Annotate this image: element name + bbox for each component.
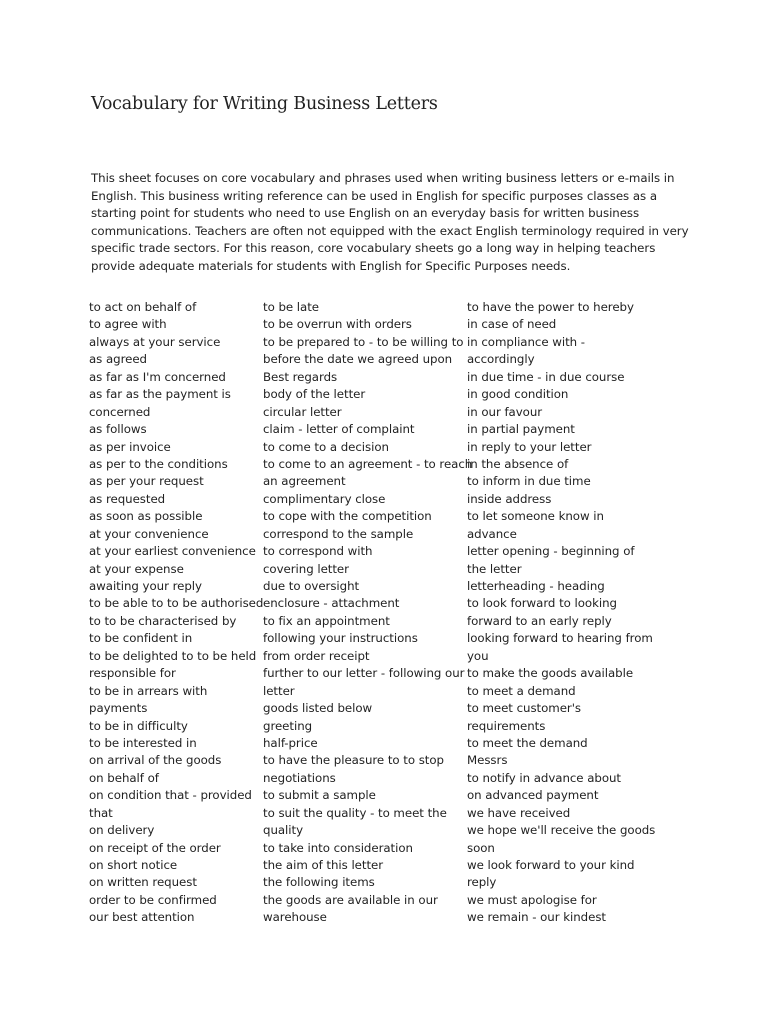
vocabulary-entry: in due time - in due course [467, 369, 625, 384]
vocabulary-entry: to meet customer's [467, 701, 582, 716]
vocabulary-entry: to cope with the competition [263, 509, 432, 524]
vocabulary-entry: in reply to your letter [467, 439, 592, 454]
vocabulary-entry: to be late [263, 300, 319, 314]
vocabulary-entry: correspond to the sample [263, 526, 414, 541]
vocabulary-column-2 [263, 299, 472, 927]
vocabulary-entry: to submit a sample [263, 788, 376, 803]
vocabulary-entry: to fix an appointment [263, 613, 390, 628]
vocabulary-entry: at your earliest convenience [89, 544, 256, 559]
vocabulary-entry: body of the letter [263, 387, 366, 402]
vocabulary-entry: from order receipt [263, 648, 370, 663]
vocabulary-entry: in the absence of [467, 456, 569, 471]
vocabulary-entry: in good condition [467, 387, 569, 402]
vocabulary-entry: to have the pleasure to to stop [263, 753, 444, 768]
intro-line: starting point for students who need to use English on an everyday basis for written business [91, 206, 640, 221]
vocabulary-entry: on arrival of the goods [89, 753, 222, 768]
vocabulary-entry: responsible for [89, 666, 176, 681]
vocabulary-entry: to inform in due time [467, 474, 591, 489]
vocabulary-entry: Best regards [263, 369, 338, 384]
vocabulary-entry: to come to an agreement - to reach [263, 456, 473, 471]
vocabulary-entry: the goods are available in our [263, 892, 438, 907]
vocabulary-entry: warehouse [263, 910, 327, 925]
vocabulary-entry: payments [89, 701, 148, 716]
vocabulary-entry: Messrs [467, 753, 508, 768]
vocabulary-entry: in partial payment [467, 422, 575, 437]
vocabulary-entry: to look forward to looking [467, 596, 617, 611]
vocabulary-entry: to correspond with [263, 544, 373, 559]
vocabulary-entry: an agreement [263, 474, 346, 489]
vocabulary-entry: on condition that - provided [89, 788, 252, 803]
vocabulary-entry: we must apologise for [467, 892, 597, 907]
vocabulary-entry: covering letter [263, 561, 349, 576]
vocabulary-entry: to be in difficulty [89, 718, 188, 733]
vocabulary-entry: to suit the quality - to meet the [263, 805, 447, 820]
vocabulary-entry: to come to a decision [263, 439, 389, 454]
vocabulary-entry: goods listed below [263, 701, 373, 716]
vocabulary-entry: to take into consideration [263, 840, 413, 855]
vocabulary-entry: that [89, 805, 113, 820]
vocabulary-entry: at your expense [89, 561, 184, 576]
vocabulary-entry: to be overrun with orders [263, 317, 412, 332]
vocabulary-entry: soon [467, 840, 495, 855]
vocabulary-entry: to notify in advance about [467, 770, 622, 785]
page-title: Vocabulary for Writing Business Letters [91, 94, 438, 114]
vocabulary-entry: quality [263, 823, 304, 838]
vocabulary-entry: accordingly [467, 352, 535, 367]
vocabulary-entry: our best attention [89, 910, 195, 925]
vocabulary-entry: to be in arrears with [89, 683, 208, 698]
vocabulary-entry: as requested [89, 491, 166, 506]
vocabulary-entry: we have received [467, 805, 571, 820]
vocabulary-entry: on advanced payment [467, 788, 599, 803]
intro-line: This sheet focuses on core vocabulary and phrases used when writing business letters or e-mails in [91, 171, 675, 185]
vocabulary-entry: to meet a demand [467, 683, 576, 698]
vocabulary-entry: at your convenience [89, 526, 209, 541]
vocabulary-entry: complimentary close [263, 491, 386, 506]
vocabulary-entry: on receipt of the order [89, 840, 221, 855]
vocabulary-entry: advance [467, 526, 517, 541]
vocabulary-entry: the letter [467, 561, 522, 576]
vocabulary-entry: forward to an early reply [467, 613, 612, 628]
vocabulary-entry: in case of need [467, 317, 557, 332]
vocabulary-entry: circular letter [263, 404, 342, 419]
vocabulary-entry: order to be confirmed [89, 892, 217, 907]
vocabulary-entry: further to our letter - following our [263, 666, 465, 681]
vocabulary-entry: requirements [467, 718, 546, 733]
vocabulary-entry: to be prepared to - to be willing to [263, 334, 464, 349]
vocabulary-entry: reply [467, 875, 497, 890]
vocabulary-entry: negotiations [263, 770, 336, 785]
vocabulary-entry: the following items [263, 875, 375, 890]
vocabulary-entry: as agreed [89, 352, 147, 367]
vocabulary-entry: to be able to to be authorised [89, 596, 264, 611]
vocabulary-entry: as soon as possible [89, 509, 203, 524]
intro-line: provide adequate materials for students with English for Specific Purposes needs. [91, 258, 571, 273]
vocabulary-entry: as far as I'm concerned [89, 369, 226, 384]
vocabulary-entry: always at your service [89, 334, 221, 349]
vocabulary-entry: letter [263, 683, 295, 698]
vocabulary-entry: to agree with [89, 317, 167, 332]
vocabulary-entry: on written request [89, 875, 197, 890]
vocabulary-entry: before the date we agreed upon [263, 352, 453, 367]
vocabulary-entry: you [467, 648, 489, 663]
vocabulary-entry: as follows [89, 422, 147, 437]
vocabulary-entry: letterheading - heading [467, 579, 605, 593]
vocabulary-entry: to to be characterised by [89, 613, 237, 628]
vocabulary-entry: we remain - our kindest [467, 910, 606, 925]
vocabulary-entry: as per invoice [89, 439, 171, 454]
vocabulary-entry: on behalf of [89, 770, 159, 785]
vocabulary-entry: to make the goods available [467, 666, 634, 681]
vocabulary-entry: to be confident in [89, 631, 193, 646]
vocabulary-entry: to have the power to hereby [467, 300, 634, 314]
vocabulary-entry: to let someone know in [467, 509, 604, 524]
vocabulary-entry: as per your request [89, 474, 204, 489]
vocabulary-entry: we hope we'll receive the goods [467, 823, 656, 838]
intro-paragraph [91, 170, 691, 276]
vocabulary-entry: due to oversight [263, 579, 360, 593]
intro-line: English. This business writing reference can be used in English for specific purposes classes as a [91, 188, 658, 203]
vocabulary-entry: as far as the payment is [89, 387, 231, 402]
vocabulary-entry: we look forward to your kind [467, 858, 635, 872]
vocabulary-entry: to be interested in [89, 735, 197, 750]
vocabulary-entry: enclosure - attachment [263, 596, 400, 611]
vocabulary-entry: to meet the demand [467, 735, 588, 750]
vocabulary-entry: the aim of this letter [263, 858, 384, 872]
vocabulary-entry: as per to the conditions [89, 456, 228, 471]
vocabulary-entry: on short notice [89, 858, 178, 872]
vocabulary-entry: greeting [263, 718, 313, 733]
vocabulary-entry: half-price [263, 735, 318, 750]
vocabulary-entry: concerned [89, 404, 151, 419]
intro-line: specific trade sectors. For this reason, core vocabulary sheets go a long way in helping teachers [91, 241, 656, 256]
vocabulary-entry: inside address [467, 491, 552, 506]
vocabulary-column-1 [89, 299, 263, 927]
vocabulary-entry: awaiting your reply [89, 579, 202, 593]
vocabulary-entry: looking forward to hearing from [467, 631, 653, 646]
vocabulary-entry: claim - letter of complaint [263, 422, 415, 437]
vocabulary-entry: letter opening - beginning of [467, 544, 635, 559]
vocabulary-column-3 [467, 299, 655, 927]
vocabulary-entry: in compliance with - [467, 334, 585, 349]
vocabulary-entry: in our favour [467, 404, 543, 419]
intro-line: communications. Teachers are often not equipped with the exact English terminology required in very [91, 223, 689, 238]
vocabulary-entry: on delivery [89, 823, 155, 838]
vocabulary-entry: following your instructions [263, 631, 418, 646]
vocabulary-entry: to be delighted to to be held [89, 648, 257, 663]
vocabulary-entry: to act on behalf of [89, 300, 197, 314]
